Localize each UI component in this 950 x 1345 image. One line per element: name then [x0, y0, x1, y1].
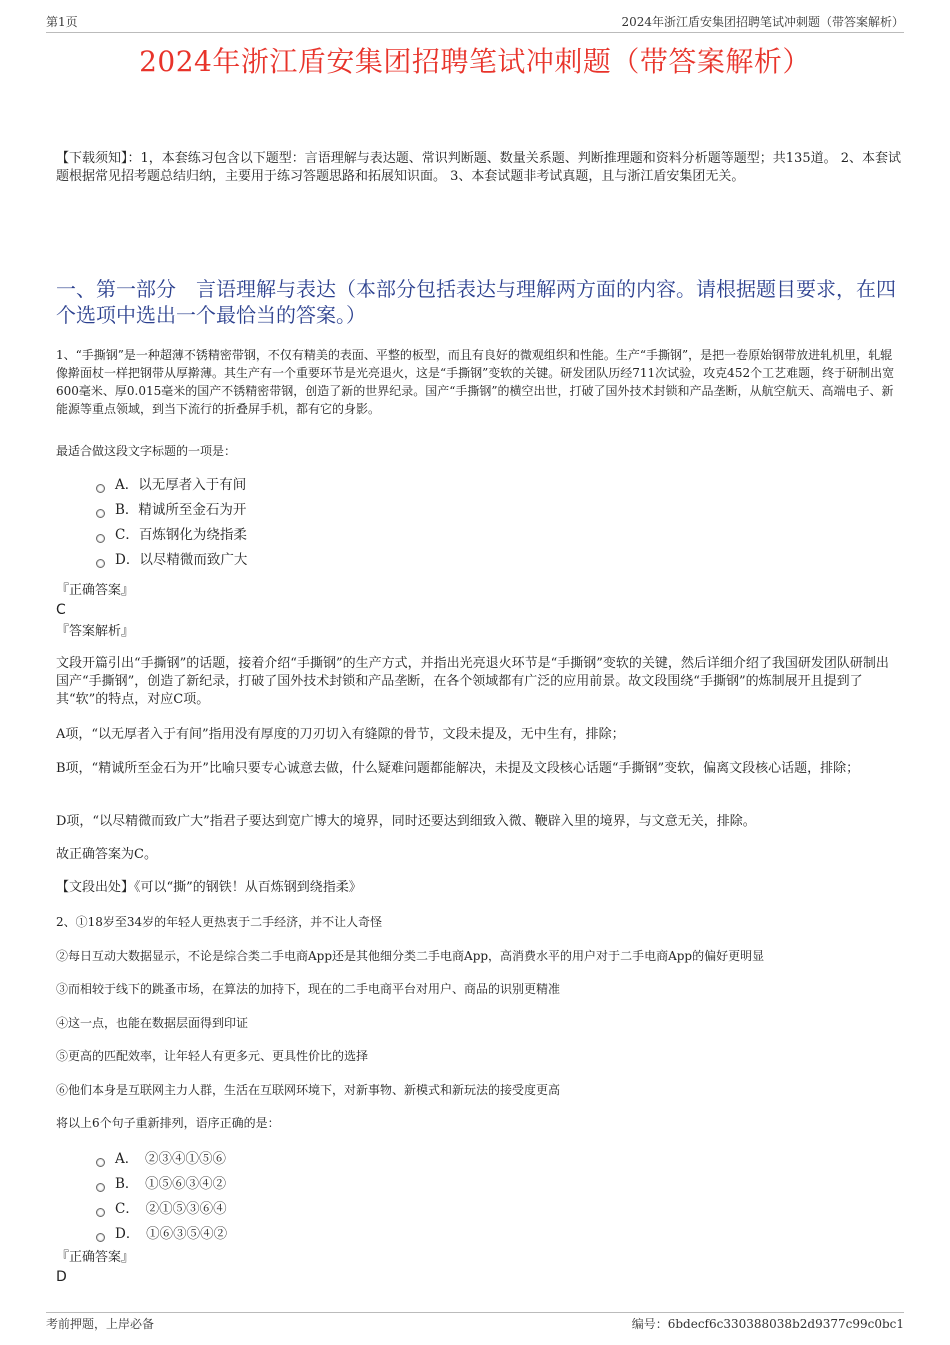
radio-icon[interactable]: [96, 484, 105, 493]
option-label: A． ②③④①⑤⑥: [115, 1151, 226, 1167]
radio-icon[interactable]: [96, 1183, 105, 1192]
q2-sentence-3: ③而相较于线下的跳蚤市场，在算法的加持下，现在的二手电商平台对用户、商品的识别更精准: [56, 982, 561, 996]
q1-analysis-conclusion: 故正确答案为C。: [56, 847, 157, 862]
radio-icon[interactable]: [96, 1208, 105, 1217]
q2-answer: D: [56, 1269, 67, 1285]
q2-options: [96, 1147, 227, 1247]
footer-slogan: 考前押题，上岸必备: [46, 1317, 155, 1331]
radio-icon[interactable]: [96, 1158, 105, 1167]
page-header: [46, 14, 904, 33]
q2-sentence-2: ②每日互动大数据显示，不论是综合类二手电商App还是其他细分类二手电商App，高消费水平的用户对于二手电商App的偏好更明显: [56, 949, 765, 963]
option-label: D． ①⑥③⑤④②: [115, 1226, 228, 1242]
q2-answer-label: 『正确答案』: [56, 1250, 135, 1265]
q1-answer: C: [56, 602, 66, 618]
section-title: 一、第一部分 言语理解与表达（本部分包括表达与理解两方面的内容。请根据题目要求，在四个选项中选出一个最恰当的答案。）: [56, 277, 896, 327]
option-label: A．以无厚者入于有间: [115, 477, 247, 493]
q2-option-d[interactable]: [96, 1222, 227, 1247]
document-title: 2024年浙江盾安集团招聘笔试冲刺题（带答案解析）: [139, 45, 811, 78]
q1-analysis-a: A项，“以无厚者入于有间”指用没有厚度的刀刃切入有缝隙的骨节，文段未提及，无中生有，排除；: [56, 727, 625, 742]
q2-sentence-6: ⑥他们本身是互联网主力人群，生活在互联网环境下，对新事物、新模式和新玩法的接受度更高: [56, 1083, 561, 1097]
header-doc-title: 2024年浙江盾安集团招聘笔试冲刺题（带答案解析）: [621, 15, 904, 29]
footer-serial: 编号：6bdecf6c330388038b2d9377c99c0bc1: [631, 1317, 904, 1331]
q2-sentence-5: ⑤更高的匹配效率，让年轻人有更多元、更具性价比的选择: [56, 1049, 369, 1063]
q1-answer-label: 『正确答案』: [56, 583, 135, 598]
q2-option-c[interactable]: [96, 1197, 227, 1222]
radio-icon[interactable]: [96, 534, 105, 543]
radio-icon[interactable]: [96, 1233, 105, 1242]
q2-stem: 2、①18岁至34岁的年轻人更热衷于二手经济，并不让人奇怪: [56, 915, 383, 929]
page-number: 第1页: [46, 15, 78, 29]
q1-option-a[interactable]: [96, 473, 247, 498]
q2-question: 将以上6个句子重新排列，语序正确的是：: [56, 1116, 280, 1130]
q1-stem: 1、“手撕钢”是一种超薄不锈精密带钢，不仅有精美的表面、平整的板型，而且有良好的微观组织和性能。生产“手撕钢”，是把一卷原始钢带放进轧机里，轧辊像擀面杖一样把钢带从厚擀薄。其生产有一个重要环节是光亮退火，这是“手撕钢”变软的关键。研发团队历经711次试验，攻克452个工艺难题，终于研制出宽600毫米、厚0.015毫米的国产不锈精密带钢，创造了新的世界纪录。国产“手撕钢”的横空出世，打破了国外技术封锁和产品垄断，从航空航天、高端电子、新能源等重点领域，到当下流行的折叠屏手机，都有它的身影。: [56, 348, 895, 416]
download-notice: 【下载须知】：1，本套练习包含以下题型：言语理解与表达题、常识判断题、数量关系题、判断推理题和资料分析题等题型；共135道。 2、本套试题根据常见招考题总结归纳，主要用于练习答题思路和拓展知识面。 3、本套试题非考试真题，且与浙江盾安集团无关。: [56, 151, 901, 184]
q1-question: 最适合做这段文字标题的一项是：: [56, 444, 237, 458]
q1-source: 【文段出处】《可以“撕”的钢铁！从百炼钢到绕指柔》: [56, 880, 362, 895]
q2-option-a[interactable]: [96, 1147, 227, 1172]
q1-option-b[interactable]: [96, 498, 247, 523]
radio-icon[interactable]: [96, 559, 105, 568]
option-label: C．百炼钢化为绕指柔: [115, 527, 247, 543]
q1-analysis-d: D项，“以尽精微而致广大”指君子要达到宽广博大的境界，同时还要达到细致入微、鞭辟入里的境界，与文意无关，排除。: [56, 814, 756, 829]
q2-option-b[interactable]: [96, 1172, 227, 1197]
page-footer: [46, 1312, 904, 1335]
option-label: B． ①⑤⑥③④②: [115, 1176, 227, 1192]
q1-analysis-label: 『答案解析』: [56, 624, 135, 639]
q1-analysis-b: B项，“精诚所至金石为开”比喻只要专心诚意去做，什么疑难问题都能解决，未提及文段核心话题“手撕钢”变软，偏离文段核心话题，排除；: [56, 761, 860, 776]
q2-sentence-4: ④这一点，也能在数据层面得到印证: [56, 1016, 249, 1030]
radio-icon[interactable]: [96, 509, 105, 518]
q1-analysis-summary: 文段开篇引出“手撕钢”的话题，接着介绍“手撕钢”的生产方式，并指出光亮退火环节是“手撕钢”变软的关键，然后详细介绍了我国研发团队研制出国产“手撕钢”，创造了新纪录，打破了国外技术封锁和产品垄断，在各个领域都有广泛的应用前景。故文段围绕“手撕钢”的炼制展开且提到了其“软”的特点，对应C项。: [56, 656, 889, 707]
option-label: B．精诚所至金石为开: [115, 502, 247, 518]
q1-option-d[interactable]: [96, 548, 247, 573]
option-label: C． ②①⑤③⑥④: [115, 1201, 227, 1217]
q1-option-c[interactable]: [96, 523, 247, 548]
q1-options: [96, 473, 247, 573]
option-label: D．以尽精微而致广大: [115, 552, 248, 568]
